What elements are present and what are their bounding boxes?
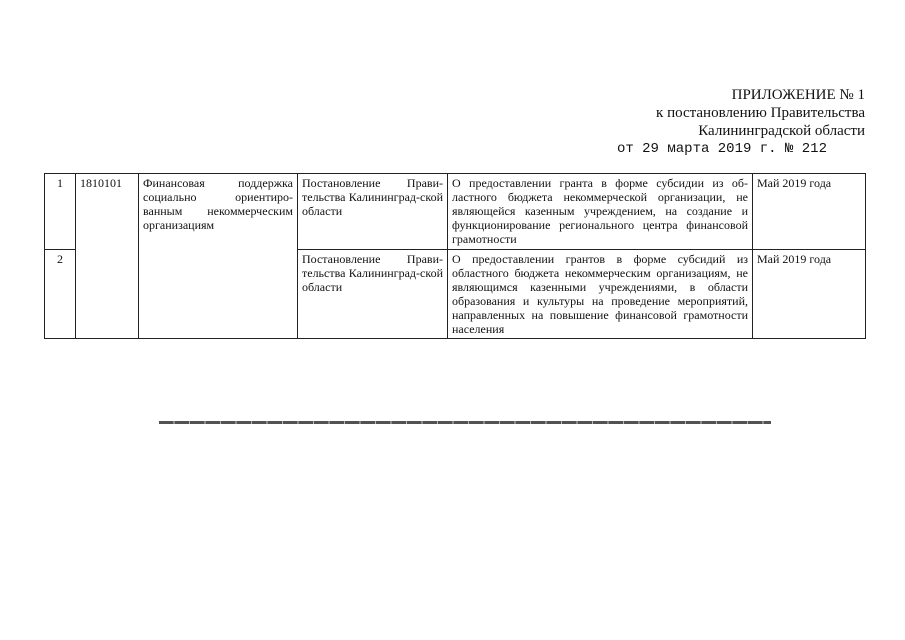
measure-name: Финансовая поддержка социально ориентиро-ванным некоммерческим организациям	[139, 174, 298, 339]
deadline: Май 2019 года	[753, 174, 866, 250]
appendix-header	[560, 86, 865, 158]
appendix-subtitle-1: к постановлению Правительства	[656, 105, 865, 121]
row-number: 2	[45, 250, 76, 339]
measure-code: 1810101	[76, 174, 139, 339]
row-number: 1	[45, 174, 76, 250]
appendix-subtitle-2: Калининградской области	[698, 123, 865, 139]
deadline: Май 2019 года	[753, 250, 866, 339]
appendix-date: от 29 марта 2019 г. № 212	[616, 141, 827, 157]
legal-act: Постановление Прави-тельства Калининград-ской области	[298, 250, 448, 339]
legal-act: Постановление Прави-тельства Калининград-ской области	[298, 174, 448, 250]
end-line	[159, 421, 771, 424]
plan-table	[44, 173, 866, 339]
table-row	[45, 174, 866, 250]
act-subject: О предоставлении гранта в форме субсидии из об-ластного бюджета некоммерческой организации, не являющейся казенным учреждением, на создание и функционирование регионального центра финансовой грамотности	[448, 174, 753, 250]
act-subject: О предоставлении грантов в форме субсидий из областного бюджета некоммерческим организациям, не являющимся казенными учреждениями, в области образования и культуры на проведение мероприятий, направленных на повышение финансовой грамотности населения	[448, 250, 753, 339]
appendix-title: ПРИЛОЖЕНИЕ № 1	[731, 87, 865, 103]
